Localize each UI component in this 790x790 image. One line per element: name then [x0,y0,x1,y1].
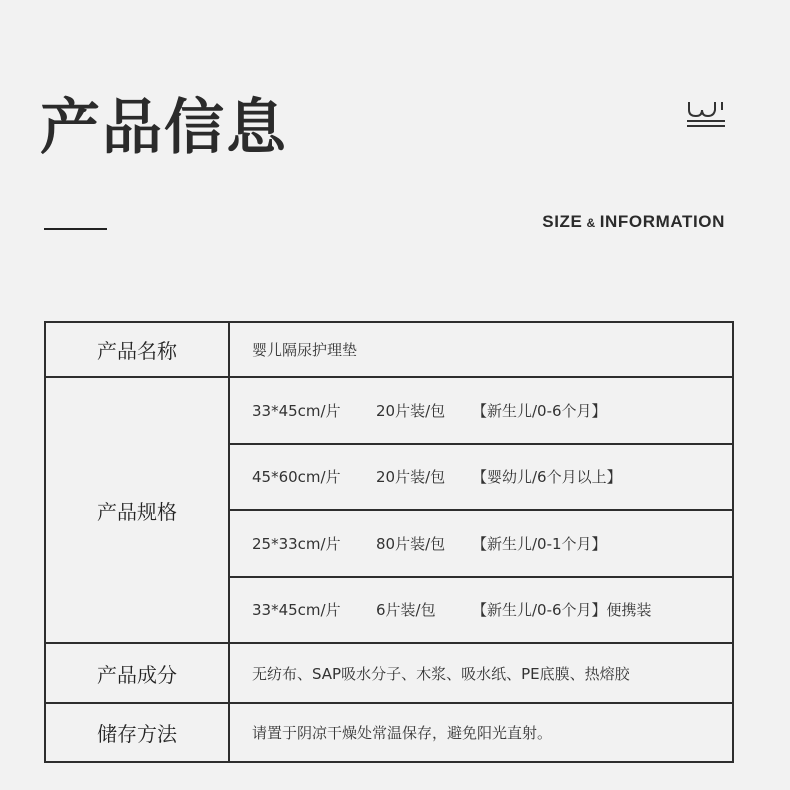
spec-size: 33*45cm/片 [252,601,341,620]
wave-logo-icon [686,100,726,128]
subtitle-size: SIZE [542,212,583,231]
spec-list-cell [229,377,733,643]
spec-size: 45*60cm/片 [252,468,341,487]
table-row-storage [45,703,733,762]
spec-size: 25*33cm/片 [252,534,341,553]
value-product-name: 婴儿隔尿护理垫 [229,322,733,377]
spec-pack: 80片装/包 [376,534,446,553]
spec-pack: 20片装/包 [376,468,446,487]
title-underline [44,228,107,230]
spec-age: 【新生儿/0-6个月】 [472,401,607,420]
spec-size: 33*45cm/片 [252,401,341,420]
spec-item [230,378,732,445]
spec-item [230,578,732,643]
spec-list [230,378,732,642]
label-storage: 储存方法 [45,703,229,762]
page-subtitle [542,212,725,232]
value-storage: 请置于阴凉干燥处常温保存，避免阳光直射。 [229,703,733,762]
spec-age: 【新生儿/0-6个月】便携装 [472,601,652,620]
spec-pack: 20片装/包 [376,401,446,420]
spec-age: 【婴幼儿/6个月以上】 [472,468,622,487]
table-row-product-name [45,322,733,377]
value-composition: 无纺布、SAP吸水分子、木浆、吸水纸、PE底膜、热熔胶 [229,643,733,703]
table-row-composition [45,643,733,703]
label-product-spec: 产品规格 [45,377,229,643]
label-composition: 产品成分 [45,643,229,703]
label-product-name: 产品名称 [45,322,229,377]
spec-pack: 6片装/包 [376,601,436,620]
product-info-table [44,321,734,763]
spec-item [230,445,732,512]
table-row-product-spec [45,377,733,643]
spec-age: 【新生儿/0-1个月】 [472,534,607,553]
subtitle-ampersand: & [586,216,596,230]
page-title: 产品信息 [40,93,288,163]
subtitle-information: INFORMATION [599,212,725,231]
spec-item [230,511,732,578]
